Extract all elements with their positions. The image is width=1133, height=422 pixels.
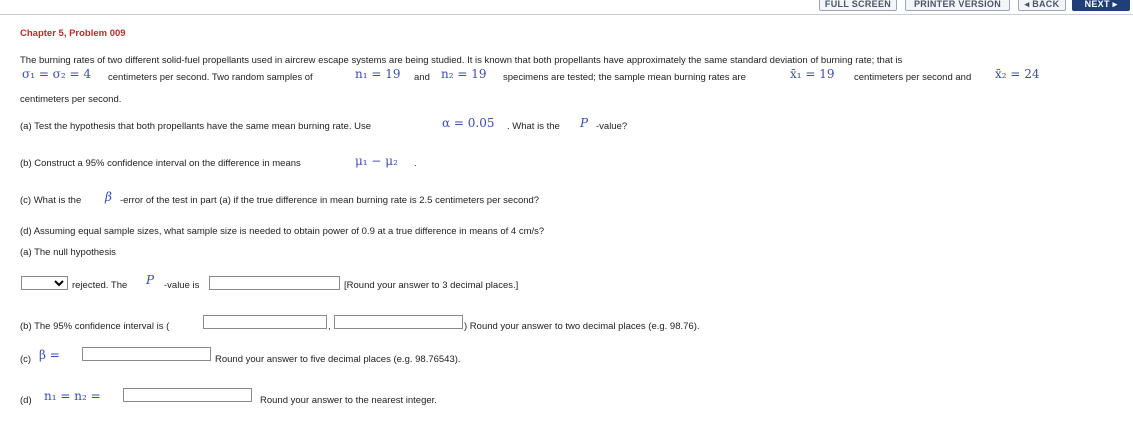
answer-a-hint: [Round your answer to 3 decimal places.] xyxy=(344,280,519,291)
answer-d-n-expression: n₁ = n₂ = xyxy=(44,389,101,403)
intro-line-1: The burning rates of two different solid-fuel propellants used in aircrew escape systems are being studied. It is known that both propellants have approximately the same standard deviation of burning rate; that is xyxy=(20,55,903,66)
printer-version-button[interactable]: PRINTER VERSION xyxy=(905,0,1010,11)
sample-size-input[interactable] xyxy=(123,388,252,402)
intro-line-2b: and xyxy=(414,72,430,83)
n1-expression: n₁ = 19 xyxy=(355,67,401,81)
answer-a-pvalue-text: -value is xyxy=(164,280,200,291)
question-a-text: (a) Test the hypothesis that both propellants have the same mean burning rate. Use xyxy=(20,121,372,132)
question-c-text-2: -error of the test in part (a) if the true difference in mean burning rate is 2.5 centimeters per second? xyxy=(120,195,540,206)
full-screen-button[interactable]: FULL SCREEN xyxy=(819,0,897,11)
answer-c-beta-expression: β = xyxy=(39,348,60,362)
ci-lower-input[interactable] xyxy=(203,315,327,329)
alpha-expression: α = 0.05 xyxy=(442,116,495,130)
next-button[interactable]: NEXT ▸ xyxy=(1072,0,1130,11)
x2-expression: x̄₂ = 24 xyxy=(995,67,1040,81)
beta-symbol: β xyxy=(105,190,112,204)
intro-line-2a: centimeters per second. Two random samples of xyxy=(108,72,313,83)
question-d-text: (d) Assuming equal sample sizes, what sample size is needed to obtain power of 0.9 at a true difference in means of 4 cm/s? xyxy=(20,226,545,237)
answer-d-hint: Round your answer to the nearest integer. xyxy=(260,395,437,406)
answer-a-rejected-text: rejected. The xyxy=(72,280,128,291)
answer-d-label: (d) xyxy=(20,395,32,406)
answer-b-label: (b) The 95% confidence interval is ( xyxy=(20,321,170,332)
answer-b-comma: , xyxy=(328,321,331,332)
intro-line-2d: centimeters per second and xyxy=(854,72,972,83)
answer-b-hint: ) Round your answer to two decimal places (e.g. 98.76). xyxy=(464,321,700,332)
answer-c-label: (c) xyxy=(20,354,32,365)
question-b-text: (b) Construct a 95% confidence interval on the difference in means xyxy=(20,158,301,169)
p-value-input[interactable] xyxy=(209,276,340,290)
beta-input[interactable] xyxy=(82,347,211,361)
mu-difference-expression: μ₁ − μ₂ xyxy=(355,154,398,168)
sigma-expression: σ₁ = σ₂ = 4 xyxy=(22,67,92,81)
intro-line-3: centimeters per second. xyxy=(20,94,122,105)
ci-upper-input[interactable] xyxy=(334,315,463,329)
question-a-text-2: . What is the xyxy=(507,121,560,132)
n2-expression: n₂ = 19 xyxy=(441,67,487,81)
question-a-text-3: -value? xyxy=(596,121,628,132)
top-toolbar xyxy=(0,0,1133,15)
intro-line-2c: specimens are tested; the sample mean burning rates are xyxy=(503,72,746,83)
answer-c-hint: Round your answer to five decimal places (e.g. 98.76543). xyxy=(215,354,461,365)
problem-title: Chapter 5, Problem 009 xyxy=(20,28,126,39)
question-b-end: . xyxy=(414,158,417,169)
back-button[interactable]: ◂ BACK xyxy=(1018,0,1066,11)
null-hypothesis-select[interactable] xyxy=(21,276,68,290)
question-c-text: (c) What is the xyxy=(20,195,82,206)
answer-a-p-symbol: P xyxy=(146,273,155,287)
x1-expression: x̄₁ = 19 xyxy=(790,67,835,81)
answer-a-label: (a) The null hypothesis xyxy=(20,247,116,258)
p-symbol: P xyxy=(580,116,589,130)
